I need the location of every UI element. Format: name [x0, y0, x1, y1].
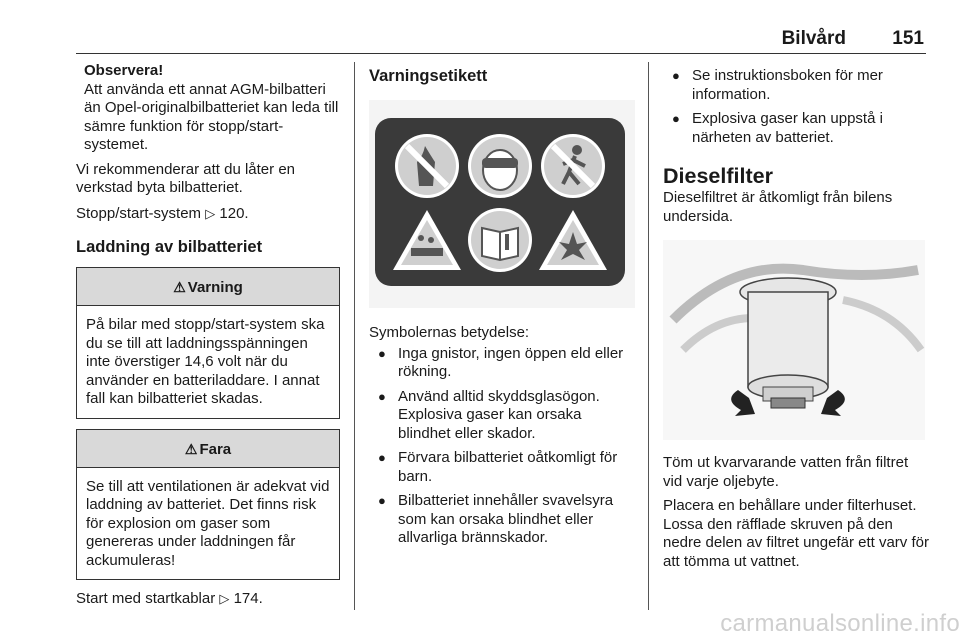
xref-stopstart-text: Stopp/start-system — [76, 204, 202, 222]
column-divider-1 — [354, 62, 355, 610]
xref-stopstart-page: 120. — [219, 204, 249, 222]
danger-text: Se till att ventilationen är adekvat vid laddning av batteriet. Det finns risk för explosion om gaser som genereras under laddningen får ackumuleras! — [86, 477, 330, 569]
drain-paragraph: Töm ut kvarvarande vatten från filtret vid varje oljebyte. — [663, 454, 909, 490]
note-title: Observera! — [84, 62, 164, 79]
diesel-intro: Dieselfiltret är åtkomligt från bilens undersida. — [663, 189, 893, 225]
note-block — [76, 62, 340, 155]
danger-title: Fara — [199, 440, 232, 458]
column-middle — [369, 62, 635, 554]
xref-jumpstart[interactable] — [76, 590, 340, 609]
diesel-filter-image — [663, 240, 925, 440]
eye-protection-icon — [468, 134, 532, 198]
heading-warning-label: Varningsetikett — [369, 67, 488, 85]
page-number: 151 — [892, 28, 924, 49]
rotate-left-arrow-icon — [731, 390, 755, 416]
symbols-list-continued — [663, 67, 929, 147]
symbols-intro: Symbolernas betydelse: — [369, 324, 530, 341]
heading-diesel-filter: Dieselfilter — [663, 164, 773, 188]
heading-charging: Laddning av bilbatteriet — [76, 238, 263, 256]
xref-jumpstart-text: Start med startkablar — [76, 590, 216, 607]
column-divider-2 — [648, 62, 649, 610]
warning-box — [76, 267, 340, 419]
watermark: carmanualsonline.info — [720, 610, 960, 637]
bullet-icon: ● — [378, 450, 386, 465]
page-header — [76, 28, 926, 54]
bullet-icon: ● — [378, 345, 386, 361]
list-item: ● Explosiva gaser kan uppstå i närheten av batteriet. — [672, 110, 883, 146]
diesel-filter-graphic — [663, 240, 925, 440]
danger-box — [76, 429, 340, 581]
xref-jumpstart-page: 174. — [233, 590, 263, 607]
warning-label-graphic — [369, 100, 635, 308]
danger-box-header — [77, 430, 339, 468]
list-item: ● Se instruktionsboken för mer information. — [672, 67, 883, 103]
warning-title: Varning — [187, 279, 243, 296]
rotate-right-arrow-icon — [821, 390, 845, 416]
warning-triangle-icon: ⚠ — [173, 279, 186, 295]
warning-label-image — [369, 100, 635, 308]
bullet-icon: ● — [672, 111, 680, 126]
read-manual-icon — [468, 208, 532, 272]
no-fire-icon — [395, 134, 459, 198]
column-right — [663, 62, 929, 571]
xref-arrow-icon: ▷ — [205, 205, 216, 221]
note-text: Att använda ett annat AGM-bilbatteri än Opel-originalbilbatteriet kan leda till sämre funktion för stopp/start-systemet. — [84, 80, 339, 153]
xref-stopstart[interactable] — [76, 205, 340, 224]
list-item: ● Inga gnistor, ingen öppen eld eller rökning. — [378, 344, 624, 380]
warning-text: På bilar med stopp/start-system ska du se till att laddningsspänningen inte överstiger 14,6 volt när du använder en batteriladdare. I annat fall kan bilbatteriet skadas. — [86, 316, 325, 407]
section-title: Bilvård — [781, 28, 846, 49]
list-item: ● Använd alltid skyddsglasögon. Explosiva gaser kan orsaka blindhet eller skador. — [378, 387, 600, 442]
bullet-icon: ● — [672, 68, 680, 83]
warning-box-header — [77, 268, 339, 306]
xref-arrow-icon: ▷ — [219, 591, 230, 606]
list-item: ● Förvara bilbatteriet oåtkomligt för barn. — [378, 449, 618, 485]
container-paragraph: Placera en behållare under filterhuset. Lossa den räfflade skruven på den nedre delen av filtret ungefär ett varv för att tömma ut vattnet. — [663, 497, 929, 570]
bullet-icon: ● — [378, 493, 386, 508]
list-item: ● Bilbatteriet innehåller svavelsyra som kan orsaka blindhet eller allvarliga brännskador. — [378, 492, 614, 546]
symbols-list — [369, 345, 635, 548]
keep-from-children-icon — [541, 134, 605, 198]
danger-triangle-icon: ⚠ — [184, 440, 198, 457]
recommend-paragraph: Vi rekommenderar att du låter en verkstad byta bilbatteriet. — [76, 160, 296, 196]
bullet-icon: ● — [378, 388, 386, 404]
column-left — [76, 62, 340, 609]
